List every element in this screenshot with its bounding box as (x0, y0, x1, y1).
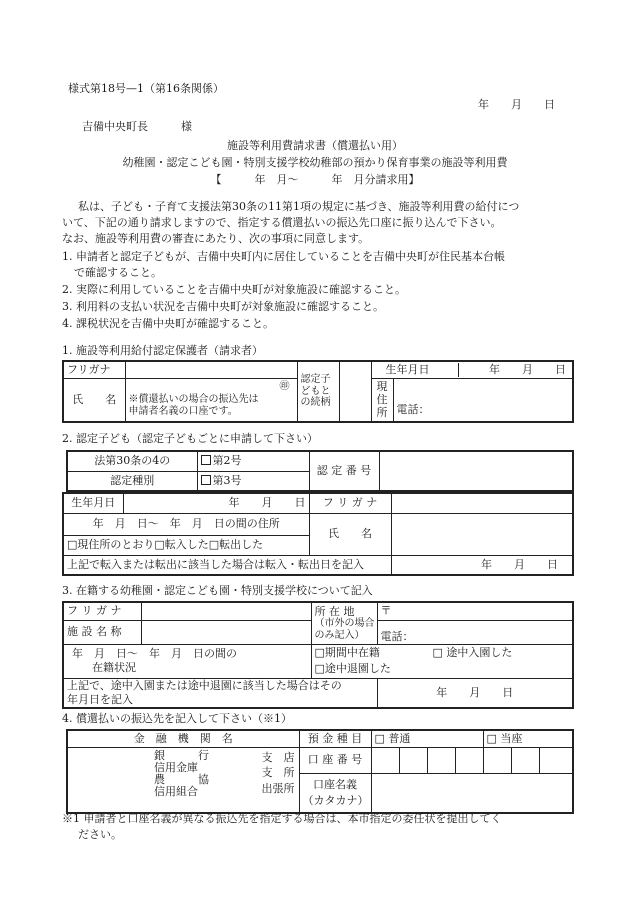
consent-item: で確認すること。 (74, 266, 162, 279)
child-furigana-label: フ リ ガ ナ (309, 493, 391, 513)
submission-date[interactable]: 年 月 日 (478, 98, 555, 111)
child-furigana-input[interactable] (391, 493, 573, 513)
account-digit[interactable] (371, 747, 399, 774)
intro-text: なお、施設等利用費の審査にあたり、次の事項に同意します。 (62, 232, 370, 245)
join-withdraw-date[interactable]: 年 月 日 (377, 678, 573, 708)
form-subtitle: 幼稚園・認定こども園・特別支援学校幼稚部の預かり保育事業の施設等利用費 (122, 156, 508, 169)
postal-mark: 〒 (380, 604, 392, 618)
guardian-birth-input[interactable]: 年 月 日 (489, 362, 566, 376)
section3-title: 3. 在籍する幼稚園・認定こども園・特別支援学校について記入 (62, 584, 373, 597)
account-note: ※償還払いの場合の振込先は (128, 393, 259, 405)
facility-phone-label: 電話： (380, 629, 414, 643)
facility-furigana-input[interactable] (141, 602, 311, 620)
child-name-label: 氏 名 (309, 513, 391, 555)
cert-type-label: 法第30条の4の (67, 451, 197, 471)
guardian-phone-label: 電話： (396, 403, 430, 417)
account-digit[interactable] (455, 747, 483, 774)
form-title: 施設等利用費請求書（償還払い用） (227, 139, 403, 152)
consent-item: 2. 実際に利用していることを吉備中央町が対象施設に確認すること。 (62, 283, 406, 296)
account-digit[interactable] (539, 747, 573, 774)
facility-address-input[interactable] (377, 620, 573, 644)
residence-period-label: 年 月 日～ 年 月 日の間の住所 (63, 513, 309, 535)
footnote: ださい。 (78, 828, 122, 841)
status-withdrew[interactable]: □途中退園した (314, 662, 391, 675)
addressee: 吉備中央町長 様 (82, 120, 192, 133)
section2-title: 2. 認定子ども（認定子どもごとに申請して下さい） (62, 432, 318, 445)
account-type-current[interactable]: □ 当座 (483, 730, 573, 747)
child-birth-label: 生年月日 (63, 493, 123, 513)
enrollment-period-label: 年 月 日～ 年 月 日の間の (72, 647, 237, 661)
intro-text: 私は、子ども・子育て支援法第30条の11第1項の規定に基づき、施設等利用費の給付につ (78, 200, 520, 213)
branch-type-shucchojo: 出張所 (261, 782, 295, 796)
child-detail-table (62, 492, 574, 576)
furigana-label: フリガナ (63, 361, 125, 378)
child-birth-input[interactable]: 年 月 日 (123, 493, 309, 513)
bank-type-shinkin: 信用金庫 (154, 760, 198, 774)
account-digit[interactable] (511, 747, 539, 774)
branch-type-shisho: 支 所 (261, 766, 295, 780)
guardian-name-input[interactable]: ㊞ ※償還払いの場合の振込先は 申請者名義の口座です。 (125, 378, 297, 422)
status-enrolled[interactable]: □期間中在籍 (314, 646, 380, 660)
residence-options[interactable]: □現住所のとおり□転入した□転出した (63, 535, 309, 555)
furigana-input[interactable] (125, 361, 297, 378)
checkbox-icon (201, 455, 211, 465)
move-date-input[interactable]: 年 月 日 (391, 555, 573, 575)
billing-period[interactable]: 【 年 月～ 年 月分請求用】 (210, 173, 420, 186)
guardian-address-input[interactable] (393, 378, 573, 422)
address-label: 現 (376, 379, 388, 393)
child-name-input[interactable] (391, 513, 573, 555)
section4-title: 4. 償還払いの振込先を記入して下さい（※1） (62, 712, 292, 725)
join-withdraw-note: 上記で、途中入園または途中退園に該当した場合はその (67, 678, 342, 692)
account-digit[interactable] (427, 747, 455, 774)
account-digit[interactable] (399, 747, 427, 774)
status-joined[interactable]: □ 途中入園した (432, 646, 513, 660)
guardian-birth-label: 生年月日 (372, 363, 459, 377)
consent-item: 4. 課税状況を吉備中央町が確認すること。 (62, 317, 274, 330)
child-table: 法第30条の4の 第2号 認 定 番 号 認定種別 第3号 (66, 450, 574, 492)
footnote: ※1 申請者と口座名義が異なる振込先を指定する場合は、本市指定の委任状を提出してく (62, 812, 502, 825)
account-holder-input[interactable] (371, 774, 573, 813)
bank-type-nokyo: 農 協 (154, 773, 209, 787)
facility-postal-input[interactable] (377, 602, 573, 620)
account-number-label: 口 座 番 号 (299, 747, 371, 774)
cert-type-option-3[interactable]: 第3号 (197, 471, 309, 491)
guardian-name-label: 氏 名 (63, 378, 125, 422)
bank-name-input[interactable] (67, 747, 299, 813)
account-holder-label: 口座名義 (313, 778, 357, 792)
account-type-label: 預 金 種 目 (299, 730, 371, 747)
consent-item: 1. 申請者と認定子どもが、吉備中央町内に居住していることを吉備中央町が住民基本台帳 (62, 250, 505, 263)
bank-type-bank: 銀 行 (154, 748, 209, 762)
facility-furigana-label: フ リ ガ ナ (63, 602, 141, 620)
seal-mark: ㊞ (279, 381, 290, 392)
bank-name-header: 金 融 機 関 名 (67, 730, 299, 747)
branch-type-shiten: 支 店 (261, 750, 295, 764)
consent-item: 3. 利用料の支払い状況を吉備中央町が対象施設に確認すること。 (62, 300, 384, 313)
facility-name-input[interactable] (141, 620, 311, 644)
guardian-table: フリガナ 認定子 どもと の続柄 生年月日 年 月 日 氏 名 ㊞ ※償還払いの場合の振込先は 申請者名義の口座です。 現 住 所 電話： (62, 360, 574, 423)
cert-type-option-2[interactable]: 第2号 (197, 451, 309, 471)
facility-name-label: 施 設 名 称 (63, 620, 141, 644)
section1-title: 1. 施設等利用給付認定保護者（請求者） (62, 344, 263, 357)
intro-text: いて、下記の通り請求しますので、指定する償還払いの振込先口座に振り込んで下さい。 (62, 216, 502, 229)
bank-table: 金 融 機 関 名 預 金 種 目 □ 普通 □ 当座 銀 行 信用金庫 農 協 信用組合 支 店 支 所 出張所 口 座 番 号 口座名義 （カタカナ） (66, 729, 574, 814)
account-digit[interactable] (483, 747, 511, 774)
cert-number-input[interactable] (379, 451, 573, 491)
relation-label: 認定子 (300, 374, 331, 386)
bank-type-kumiai: 信用組合 (154, 785, 198, 799)
move-date-note: 上記で転入または転出に該当した場合は転入・転出日を記入 (63, 555, 391, 575)
relation-input[interactable] (339, 361, 371, 422)
facility-location-label: 所 在 地 (314, 604, 355, 618)
facility-table: フ リ ガ ナ 所 在 地 （市外の場合 のみ記入） 〒 施 設 名 称 電話： 年 月 日～ 年 月 日の間の 在籍状況 □期間中在籍 □ 途中入園した □途中退園した 上記で、途中入園または途中退園に該当した場合はその 年月日を記入 年 月 日 (62, 601, 574, 709)
form-number: 様式第18号—1（第16条関係） (68, 82, 224, 95)
account-type-ordinary[interactable]: □ 普通 (371, 730, 483, 747)
checkbox-icon (201, 475, 211, 485)
cert-number-label: 認 定 番 号 (309, 451, 379, 491)
